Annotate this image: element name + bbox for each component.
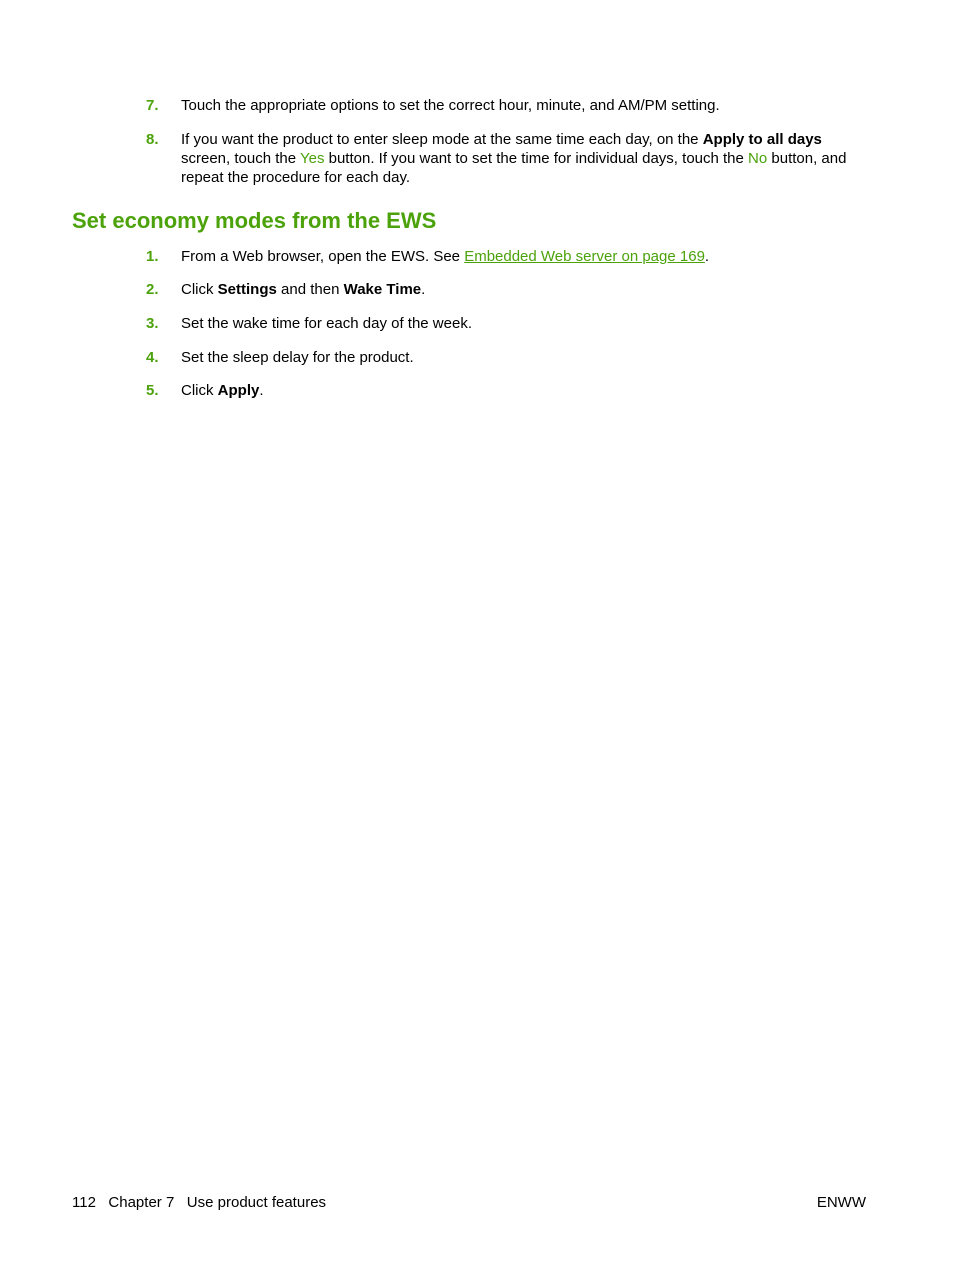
footer-page-info: 112 Chapter 7 Use product features xyxy=(72,1194,327,1211)
settings-tab-name: Settings xyxy=(217,281,277,298)
step-text-part: button. If you want to set the time for individual days, touch the xyxy=(324,150,749,167)
step-text-part: Click xyxy=(181,382,218,399)
step-text: Touch the appropriate options to set the correct hour, minute, and AM/PM setting. xyxy=(181,97,720,114)
step-number: 3. xyxy=(146,315,159,332)
step-text-part: . xyxy=(704,248,710,265)
wake-time-option-name: Wake Time xyxy=(343,281,422,298)
no-button-label: No xyxy=(748,150,768,167)
step-text-part: button, and repeat the procedure for each day. xyxy=(181,150,847,186)
step-number: 2. xyxy=(146,281,159,298)
step-text-part: If you want the product to enter sleep mode at the same time each day, on the xyxy=(181,131,703,148)
apply-button-name: Apply xyxy=(217,382,260,399)
step-number: 7. xyxy=(146,97,159,114)
screen-name: Apply to all days xyxy=(702,131,822,148)
footer-locale: ENWW xyxy=(816,1194,866,1211)
step-text-part: Click xyxy=(181,281,218,298)
step-text: Set the wake time for each day of the week. xyxy=(181,315,472,332)
step-text: Set the sleep delay for the product. xyxy=(181,349,414,366)
step-number: 4. xyxy=(146,349,159,366)
yes-button-label: Yes xyxy=(299,150,325,167)
step-text-part: and then xyxy=(276,281,344,298)
step-text-part: From a Web browser, open the EWS. See xyxy=(181,248,465,265)
section-title: Set economy modes from the EWS xyxy=(72,208,437,233)
step-text xyxy=(181,130,871,187)
step-text-part: . xyxy=(421,281,426,298)
step-number: 8. xyxy=(146,131,159,148)
step-number: 1. xyxy=(146,248,159,265)
step-text xyxy=(181,381,871,400)
step-number: 5. xyxy=(146,382,159,399)
step-text xyxy=(181,280,871,299)
step-text-part: screen, touch the xyxy=(181,150,300,167)
ews-page-link[interactable]: Embedded Web server on page 169 xyxy=(464,248,705,265)
step-text xyxy=(181,247,871,266)
step-text-part: . xyxy=(259,382,264,399)
